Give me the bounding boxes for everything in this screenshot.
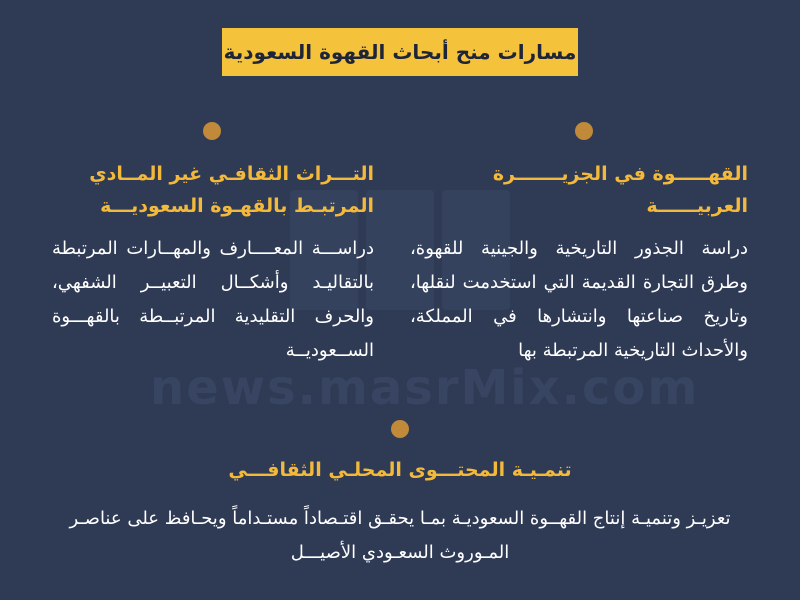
left-column-heading: التـــراث الثقافـي غير المــادي المرتبـط بالقهـوة السعوديـــة xyxy=(89,163,374,217)
bottom-heading: تنمـيـة المحتـــوى المحلـي الثقافـــي xyxy=(228,459,572,481)
left-column-dot xyxy=(203,122,221,140)
title-banner xyxy=(222,28,578,76)
page-title: مسارات منح أبحاث القهوة السعودية xyxy=(223,40,577,64)
left-column-body: دراســـة المعــــارف والمهــارات المرتبطة بالتقاليـد وأشكــال التعبيــر الشفهي، والحرف التقليدية المرتبــطة بالقهـــوة الســعوديــة xyxy=(52,238,374,361)
bottom-body: تعزيـز وتنميـة إنتاج القهــوة السعوديـة بمـا يحقـق اقتـصاداً مستـداماً ويحـافظ على عناصـر المـوروث السعـودي الأصيـــل xyxy=(69,508,731,563)
right-column-dot xyxy=(575,122,593,140)
bottom-dot xyxy=(391,420,409,438)
right-column-body: دراسة الجذور التاريخية والجينية للقهوة، وطرق التجارة القديمة التي استخدمت لنقلها، وتاريخ صناعتها وانتشارها في المملكة، والأحداث التاريخية المرتبطة بها xyxy=(410,238,748,361)
right-column-heading: القهـــــوة في الجزيـــــــرة العربيــــــة xyxy=(492,163,748,217)
watermark-text: news.masrMix.com xyxy=(150,360,700,416)
